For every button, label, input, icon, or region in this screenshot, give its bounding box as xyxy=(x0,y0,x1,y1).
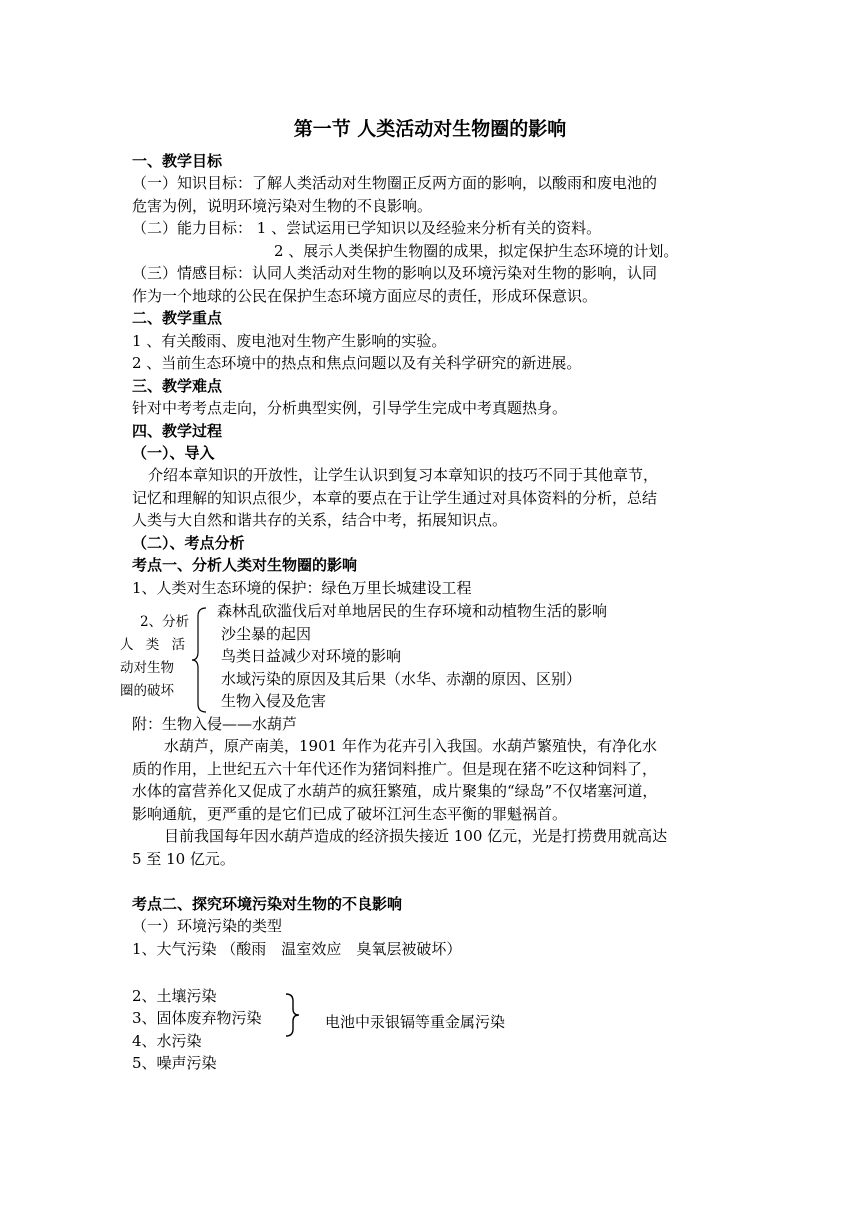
text-line: 鸟类日益减少对环境的影响 xyxy=(221,647,402,665)
text-line: 危害为例，说明环境污染对生物的不良影响。 xyxy=(132,197,433,215)
text-line: 沙尘暴的起因 xyxy=(221,625,312,643)
text-line: 记忆和理解的知识点很少，本章的要点在于让学生通过对具体资料的分析，总结 xyxy=(132,489,658,507)
brace-label: 2、分析 xyxy=(140,614,190,630)
text-line: 水葫芦，原产南美，1901 年作为花卉引入我国。水葫芦繁殖快，有净化水 xyxy=(164,737,657,755)
text-line: 电池中汞银镉等重金属污染 xyxy=(325,1013,506,1031)
sub-heading: （二）、考点分析 xyxy=(132,534,245,552)
text-line: 森林乱砍滥伐后对单地居民的生存环境和动植物生活的影响 xyxy=(217,602,608,620)
section-heading: 四、教学过程 xyxy=(132,422,223,440)
text-line: 水体的富营养化又促成了水葫芦的疯狂繁殖，成片聚集的“绿岛”不仅堵塞河道， xyxy=(132,782,658,800)
brace-label: 人 类 活 xyxy=(120,637,190,653)
brace-label: 动对生物 xyxy=(120,660,174,676)
text-line: 生物入侵及危害 xyxy=(221,692,327,710)
sub-heading: 考点一、分析人类对生物圈的影响 xyxy=(132,556,358,574)
list-item: 2、土壤污染 xyxy=(132,987,217,1005)
section-heading: 三、教学难点 xyxy=(132,377,223,395)
sub-heading: （一）、导入 xyxy=(132,444,215,462)
list-item: 4、水污染 xyxy=(132,1032,202,1050)
text-line: 介绍本章知识的开放性，让学生认识到复习本章知识的技巧不同于其他章节， xyxy=(148,466,659,484)
text-line: 5 至 10 亿元。 xyxy=(132,850,235,868)
section-heading: 二、教学重点 xyxy=(132,309,223,327)
list-item: 5、噪声污染 xyxy=(132,1054,217,1072)
sub-heading: 考点二、探究环境污染对生物的不良影响 xyxy=(132,895,403,913)
text-line: 2 、当前生态环境中的热点和焦点问题以及有关科学研究的新进展。 xyxy=(132,354,582,372)
text-line: 目前我国每年因水葫芦造成的经济损失接近 100 亿元，光是打捞费用就高达 xyxy=(164,827,668,845)
page-title: 第一节 人类活动对生物圈的影响 xyxy=(293,118,567,140)
text-line: 影响通航，更严重的是它们已成了破坏江河生态平衡的罪魁祸首。 xyxy=(132,805,568,823)
brace-label: 圈的破坏 xyxy=(120,683,174,699)
text-line: （一）知识目标：了解人类活动对生物圈正反两方面的影响，以酸雨和废电池的 xyxy=(132,174,658,192)
text-line: 1、人类对生态环境的保护：绿色万里长城建设工程 xyxy=(132,579,472,597)
text-line: 针对中考考点走向，分析典型实例，引导学生完成中考真题热身。 xyxy=(132,399,568,417)
text-line: （三）情感目标：认同人类活动对生物的影响以及环境污染对生物的影响，认同 xyxy=(132,264,658,282)
right-brace-icon xyxy=(283,992,303,1038)
section-heading: 一、教学目标 xyxy=(132,152,223,170)
text-line: 1 、有关酸雨、废电池对生物产生影响的实验。 xyxy=(132,332,447,350)
text-line: 附：生物入侵——水葫芦 xyxy=(132,715,298,733)
text-line: （二）能力目标： 1 、尝试运用已学知识以及经验来分析有关的资料。 xyxy=(132,219,602,237)
text-line: 作为一个地球的公民在保护生态环境方面应尽的责任，形成环保意识。 xyxy=(132,287,598,305)
text-line: 质的作用，上世纪五六十年代还作为猪饲料推广。但是现在猪不吃这种饲料了， xyxy=(132,760,658,778)
left-brace-icon xyxy=(190,606,210,714)
text-line: 人类与大自然和谐共存的关系，结合中考，拓展知识点。 xyxy=(132,511,508,529)
text-line: 1、大气污染 （酸雨 温室效应 臭氧层被破坏） xyxy=(132,940,462,958)
text-line: 2 、展示人类保护生物圈的成果，拟定保护生态环境的计划。 xyxy=(274,242,679,260)
list-item: 3、固体废弃物污染 xyxy=(132,1009,262,1027)
text-line: 水域污染的原因及其后果（水华、赤潮的原因、区别） xyxy=(221,670,582,688)
text-line: （一）环境污染的类型 xyxy=(132,917,283,935)
